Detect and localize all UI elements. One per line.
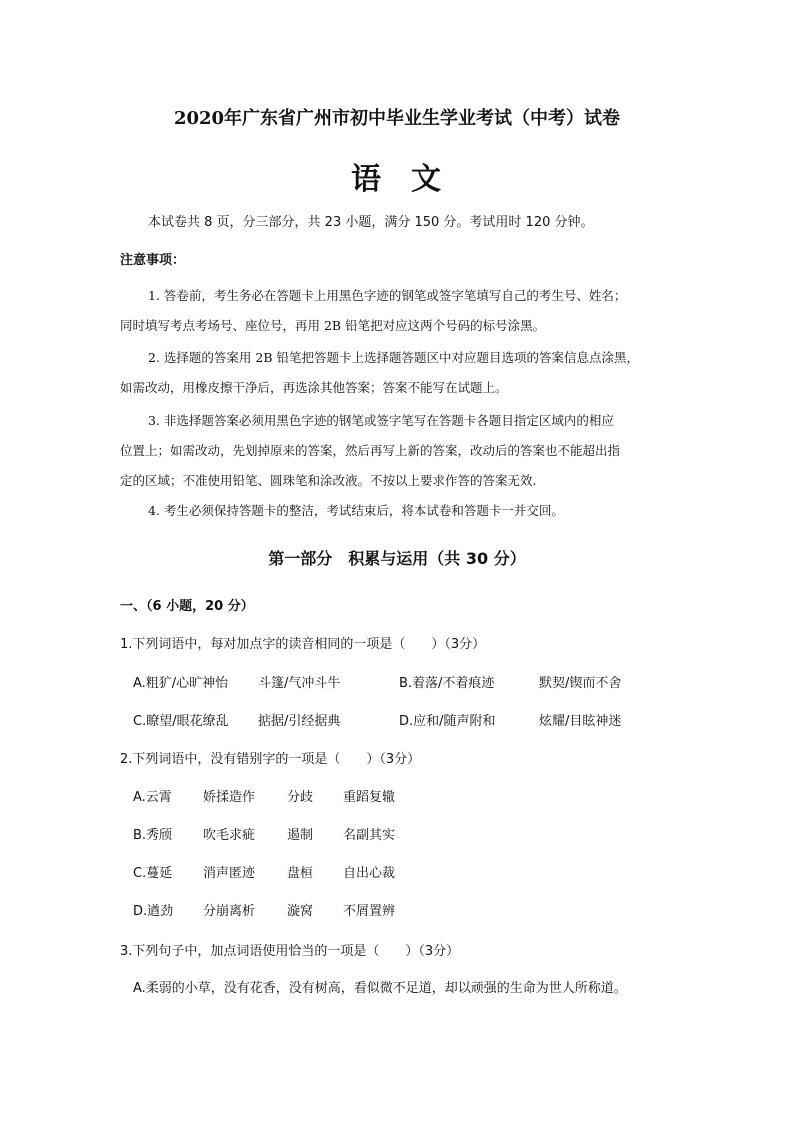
- q1-option-b-1: B.着落/不着痕迹: [399, 676, 495, 691]
- exam-intro: 本试卷共 8 页，分三部分，共 23 小题，满分 150 分。考试用时 120 分钟。: [148, 215, 594, 230]
- notice-line: 1. 答卷前，考生务必在答题卡上用黑色字迹的钢笔或签字笔填写自己的考生号、姓名；: [148, 288, 627, 303]
- q1-option-b-2: 默契/锲而不舍: [539, 676, 622, 691]
- question-2-stem: 2.下列词语中，没有错别字的一项是（ ）（3分）: [120, 752, 421, 767]
- q2-option-c-label: C.蔓延: [133, 866, 173, 881]
- q1-option-c-1: C.瞭望/眼花缭乱: [133, 714, 229, 729]
- q2-option-a-label: A.云霄: [133, 790, 172, 805]
- q2-option-b-label: B.秀颀: [133, 828, 173, 843]
- q2-option-a-word: 娇揉造作: [203, 790, 256, 805]
- notice-line: 3. 非选择题答案必须用黑色字迹的钢笔或签字笔写在答题卡各题目指定区域内的相应: [148, 413, 614, 428]
- q2-option-b-word: 吹毛求疵: [203, 828, 256, 843]
- q2-option-d-word: 不屑置辨: [343, 904, 396, 919]
- notice-item-4: [120, 496, 680, 526]
- q2-option-c-word: 消声匿迹: [203, 866, 256, 881]
- q2-option-b-word: 遏制: [287, 828, 314, 843]
- q2-option-b-word: 名副其实: [343, 828, 396, 843]
- q1-option-c-2: 掂据/引经据典: [258, 714, 341, 729]
- q3-option-a: A.柔弱的小草，没有花香，没有树高，看似微不足道，却以顽强的生命为世人所称道。: [133, 981, 627, 996]
- notice-item-1: [120, 281, 680, 341]
- notice-line: 同时填写考点考场号、座位号，再用 2B 铅笔把对应这两个号码的标号涂黑。: [120, 318, 546, 333]
- q2-option-d-word: 分崩离析: [203, 904, 256, 919]
- q2-option-a-word: 重蹈复辙: [343, 790, 396, 805]
- notice-line: 4. 考生必须保持答题卡的整洁，考试结束后，将本试卷和答题卡一并交回。: [148, 503, 564, 518]
- question-3-stem: 3.下列句子中，加点词语使用恰当的一项是（ ）（3分）: [120, 944, 460, 959]
- section-heading: 一、（6 小题，20 分）: [120, 599, 254, 614]
- q2-option-d-label: D.遒劲: [133, 904, 174, 919]
- q2-option-c-word: 盘桓: [287, 866, 314, 881]
- subject-char-1: 语: [351, 162, 383, 197]
- notice-line: 位置上；如需改动，先划掉原来的答案，然后再写上新的答案，改动后的答案也不能超出指: [120, 443, 621, 458]
- q2-option-c-word: 自出心裁: [343, 866, 396, 881]
- q2-option-a-word: 分歧: [287, 790, 314, 805]
- q1-option-a-1: A.粗犷/心旷神怡: [133, 676, 229, 691]
- notice-line: 2. 选择题的答案用 2B 铅笔把答题卡上选择题答题区中对应题目选项的答案信息点涂黑，: [148, 350, 639, 365]
- subject-title: [0, 154, 794, 198]
- q2-option-d-word: 漩窝: [287, 904, 314, 919]
- notice-line: 定的区域；不准使用铅笔、圆珠笔和涂改液。不按以上要求作答的答案无效.: [120, 473, 537, 488]
- q1-option-d-1: D.应和/随声附和: [399, 714, 496, 729]
- notice-item-3: [120, 406, 680, 496]
- q1-option-d-2: 炫耀/目眩神迷: [539, 714, 622, 729]
- q1-option-a-2: 斗篷/气冲斗牛: [258, 676, 341, 691]
- question-1-stem: 1.下列词语中，每对加点字的读音相同的一项是（ ）（3分）: [120, 637, 486, 652]
- part-one-title: 第一部分 积累与运用（共 30 分）: [268, 549, 526, 568]
- notice-heading: 注意事项：: [120, 253, 186, 268]
- notice-line: 如需改动，用橡皮擦干净后，再选涂其他答案；答案不能写在试题上。: [120, 380, 508, 395]
- subject-char-2: 文: [411, 162, 443, 197]
- exam-title: 2020年广东省广州市初中毕业生学业考试（中考）试卷: [173, 108, 621, 129]
- notice-item-2: [120, 343, 680, 403]
